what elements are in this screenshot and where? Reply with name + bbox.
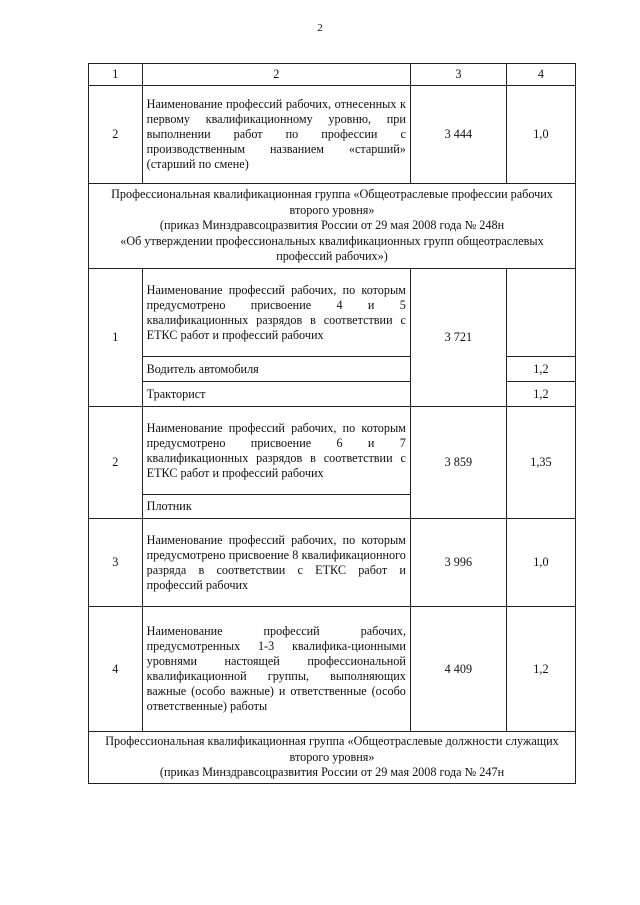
coefficient-value: 1,2 xyxy=(506,357,575,382)
salary-value: 3 996 xyxy=(410,519,506,607)
group-heading xyxy=(89,184,576,269)
level-number: 3 xyxy=(89,519,143,607)
page-number: 2 xyxy=(317,22,323,34)
table-row xyxy=(89,519,576,607)
table-row xyxy=(89,86,576,184)
coefficient-value: 1,2 xyxy=(506,607,575,732)
salary-value: 4 409 xyxy=(410,607,506,732)
group-heading-title: Профессиональная квалификационная группа «Общеотраслевые должности служащих второго уровня» xyxy=(105,734,559,764)
coefficient-value xyxy=(506,269,575,357)
salary-table xyxy=(88,63,576,784)
profession-subname: Тракторист xyxy=(142,382,410,407)
group-heading xyxy=(89,732,576,784)
level-number: 2 xyxy=(89,407,143,519)
header-col-2: 2 xyxy=(142,64,410,86)
level-number: 2 xyxy=(89,86,143,184)
group-heading-row xyxy=(89,732,576,784)
group-heading-order-title: «Об утверждении профессиональных квалификационных групп общеотраслевых профессий рабочих») xyxy=(120,233,544,264)
group-heading-order: (приказ Минздравсоцразвития России от 29 мая 2008 года № 248н xyxy=(159,218,505,233)
group-heading-title: Профессиональная квалификационная группа «Общеотраслевые профессии рабочих второго уровня» xyxy=(111,187,553,217)
profession-name: Наименование профессий рабочих, по которым предусмотрено присвоение 8 квалификационного разряда в соответствии с ЕТКС работ и профессий рабочих xyxy=(142,519,410,607)
profession-name: Наименование профессий рабочих, по которым предусмотрено присвоение 4 и 5 квалификационных разрядов в соответствии с ЕТКС работ и профессий рабочих xyxy=(142,269,410,357)
coefficient-value: 1,35 xyxy=(506,407,575,519)
profession-name: Наименование профессий рабочих, отнесенных к первому квалификационному уровню, при выполнении работ по профессии с производственным названием «старший» (старший по смене) xyxy=(142,86,410,184)
table-row xyxy=(89,407,576,495)
salary-value: 3 721 xyxy=(410,269,506,407)
profession-subname: Водитель автомобиля xyxy=(142,357,410,382)
coefficient-value: 1,0 xyxy=(506,86,575,184)
level-number: 4 xyxy=(89,607,143,732)
group-heading-order: (приказ Минздравсоцразвития России от 29 мая 2008 года № 247н xyxy=(159,765,505,779)
coefficient-value: 1,2 xyxy=(506,382,575,407)
header-col-3: 3 xyxy=(410,64,506,86)
salary-value: 3 444 xyxy=(410,86,506,184)
header-col-1: 1 xyxy=(89,64,143,86)
profession-subname: Плотник xyxy=(142,495,410,519)
header-col-4: 4 xyxy=(506,64,575,86)
coefficient-value: 1,0 xyxy=(506,519,575,607)
profession-name: Наименование профессий рабочих, по которым предусмотрено присвоение 6 и 7 квалификационных разрядов в соответствии с ЕТКС работ и профессий рабочих xyxy=(142,407,410,495)
profession-name: Наименование профессий рабочих, предусмотренных 1-3 квалифика-ционными уровнями настоящей профессиональной квалификационной группы, выполняющих важные (особо важные) и ответственные (особо ответственные) работы xyxy=(142,607,410,732)
group-heading-row xyxy=(89,184,576,269)
level-number: 1 xyxy=(89,269,143,407)
table-header-row xyxy=(89,64,576,86)
table-row xyxy=(89,607,576,732)
table-row xyxy=(89,269,576,357)
salary-value: 3 859 xyxy=(410,407,506,519)
